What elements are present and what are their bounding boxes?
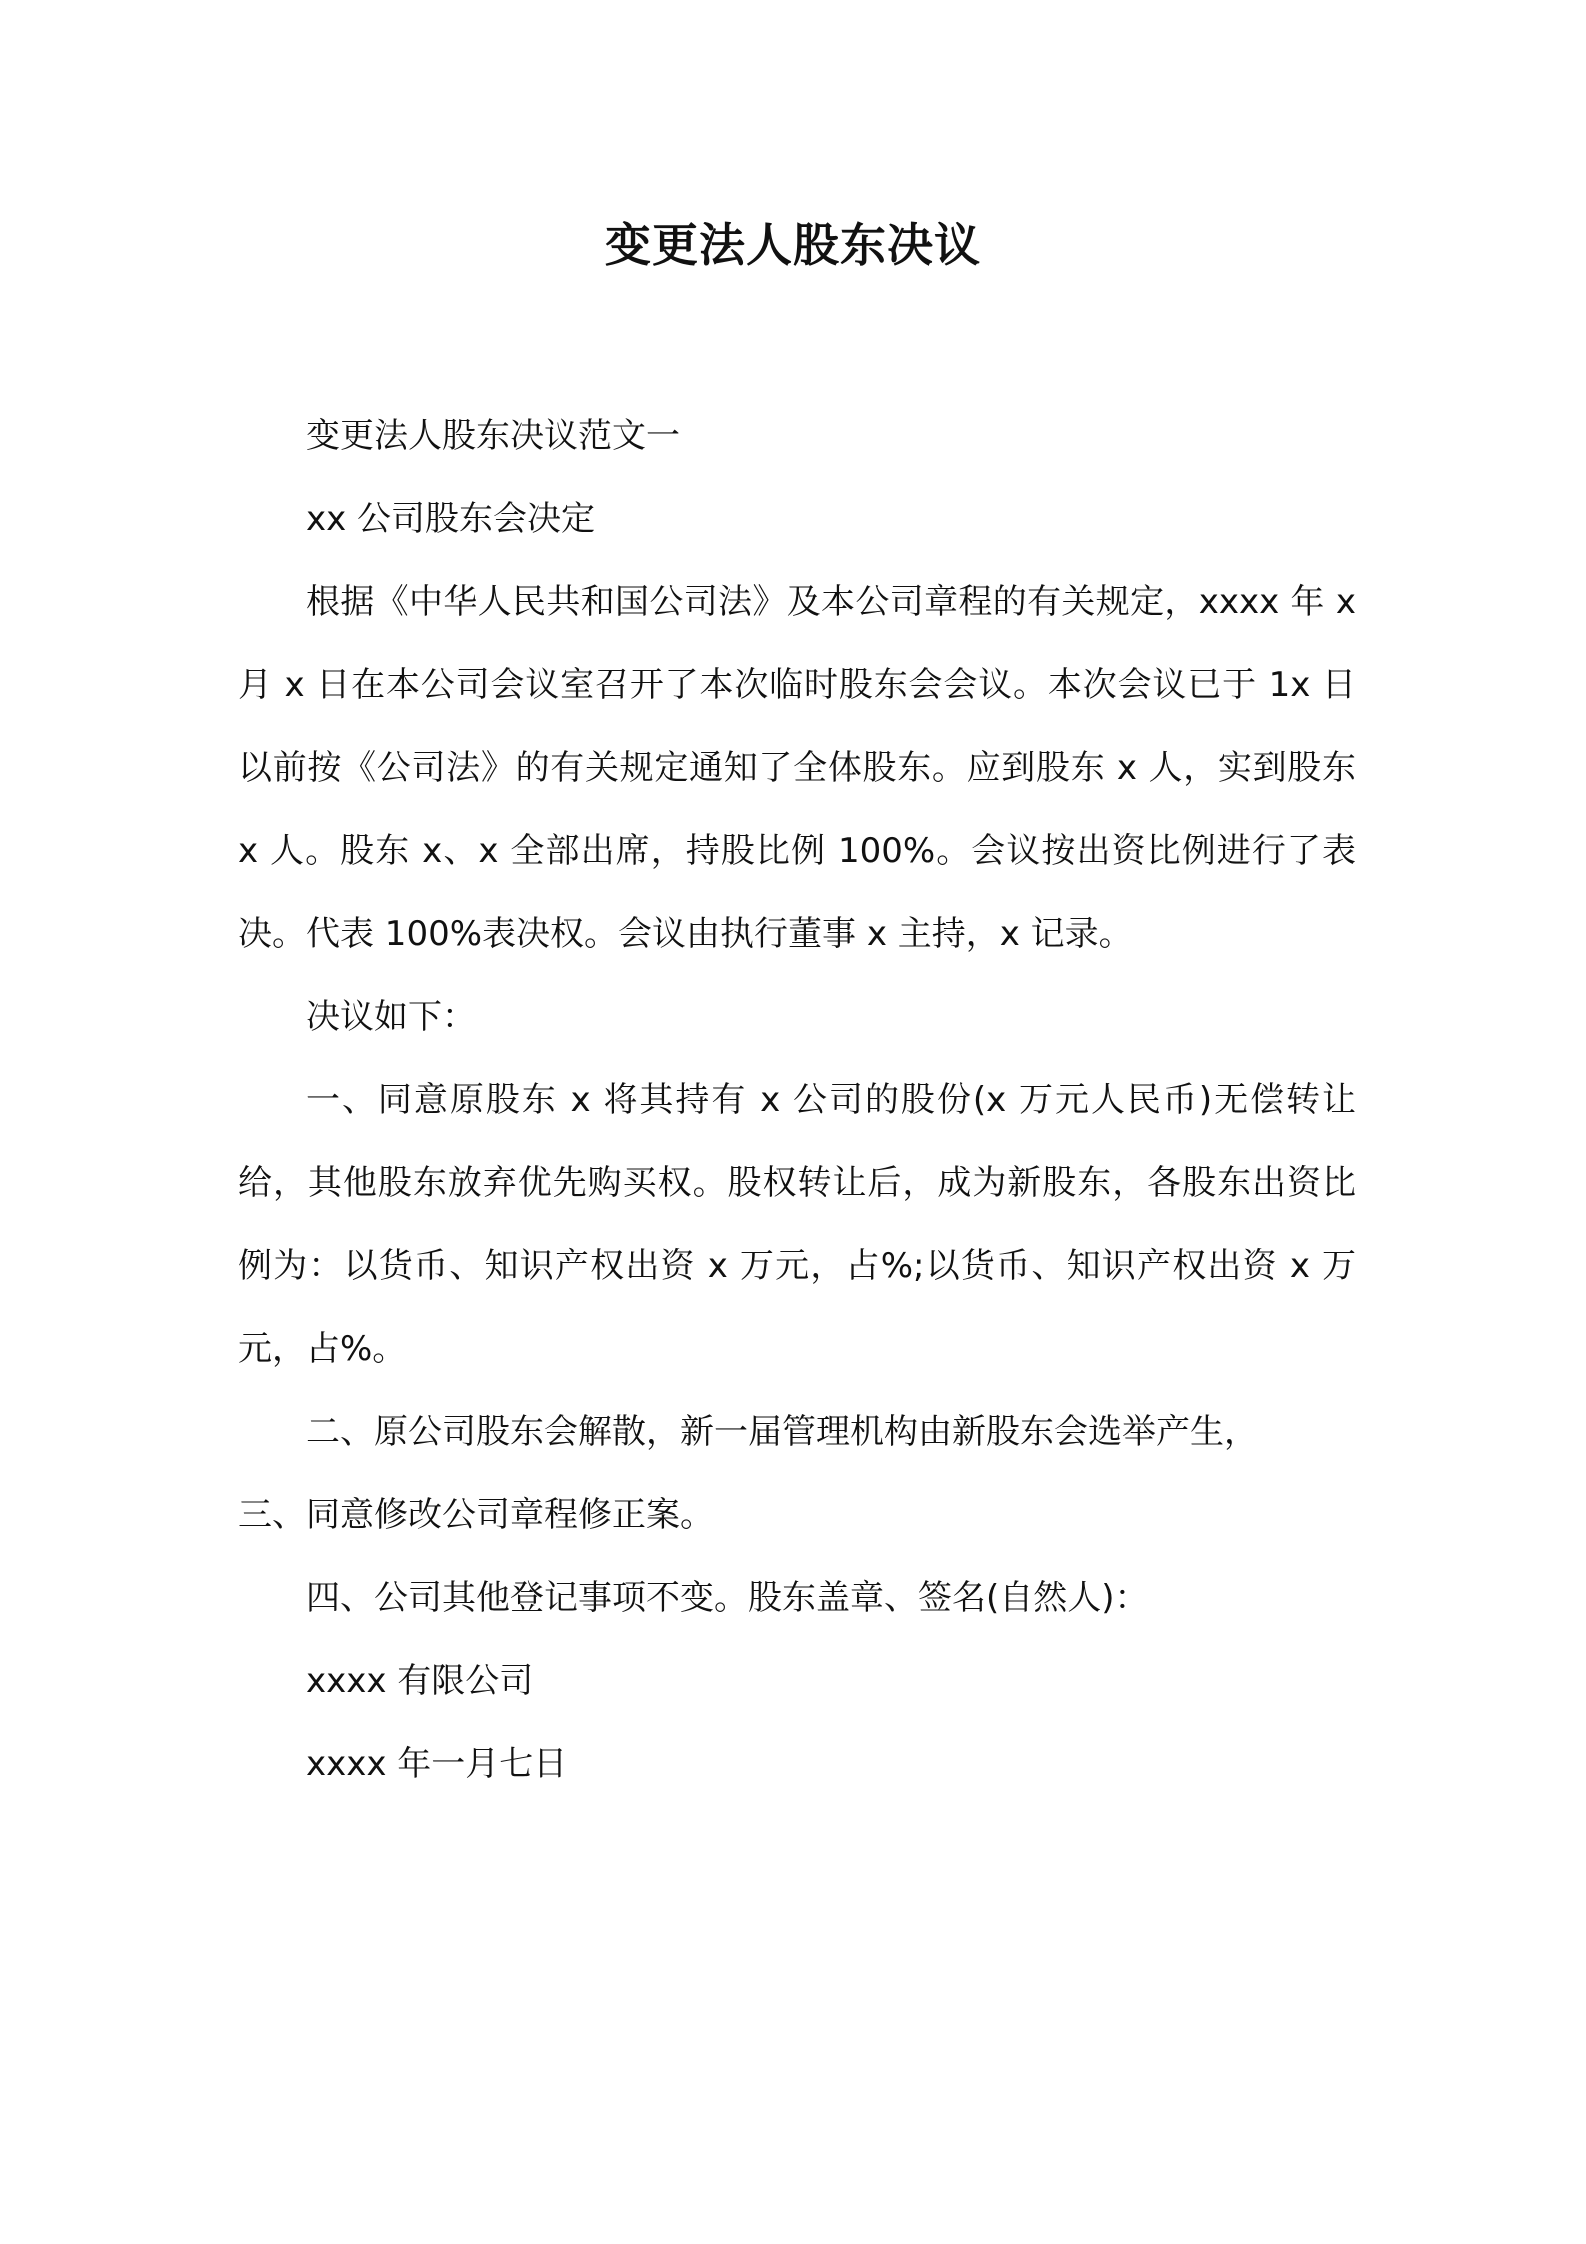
resolution-item-four: 四、公司其他登记事项不变。股东盖章、签名(自然人)： bbox=[306, 1578, 1149, 1618]
intro-paragraph: 根据《中华人民共和国公司法》及本公司章程的有关规定，xxxx 年 x 月 x 日在本公司会议室召开了本次临时股东会会议。本次会议已于 1x 日以前按《公司法》的有关规定通知了全体股东。应到股东 x 人，实到股东 x 人。股东 x、x 全部出席，持股比例 100%。会议按出资比例进行了表决。代表 100%表决权。会议由执行董事 x 主持，x 记录。 bbox=[238, 582, 1356, 954]
resolution-lead: 决议如下： bbox=[306, 997, 476, 1037]
document-body bbox=[238, 395, 1356, 1806]
sample-heading: 变更法人股东决议范文一 bbox=[306, 416, 680, 456]
resolution-item-two: 二、原公司股东会解散，新一届管理机构由新股东会选举产生， bbox=[306, 1412, 1258, 1452]
resolution-item-one: 一、同意原股东 x 将其持有 x 公司的股份(x 万元人民币)无偿转让给，其他股东放弃优先购买权。股权转让后，成为新股东，各股东出资比例为：以货币、知识产权出资 x 万元，占%;以货币、知识产权出资 x 万元，占%。 bbox=[238, 1080, 1356, 1369]
document-title: 变更法人股东决议 bbox=[605, 218, 981, 272]
resolution-item-three: 三、同意修改公司章程修正案。 bbox=[238, 1495, 714, 1535]
company-decision-line: xx 公司股东会决定 bbox=[306, 499, 596, 539]
company-name: xxxx 有限公司 bbox=[306, 1661, 534, 1701]
document-date: xxxx 年一月七日 bbox=[306, 1744, 568, 1784]
